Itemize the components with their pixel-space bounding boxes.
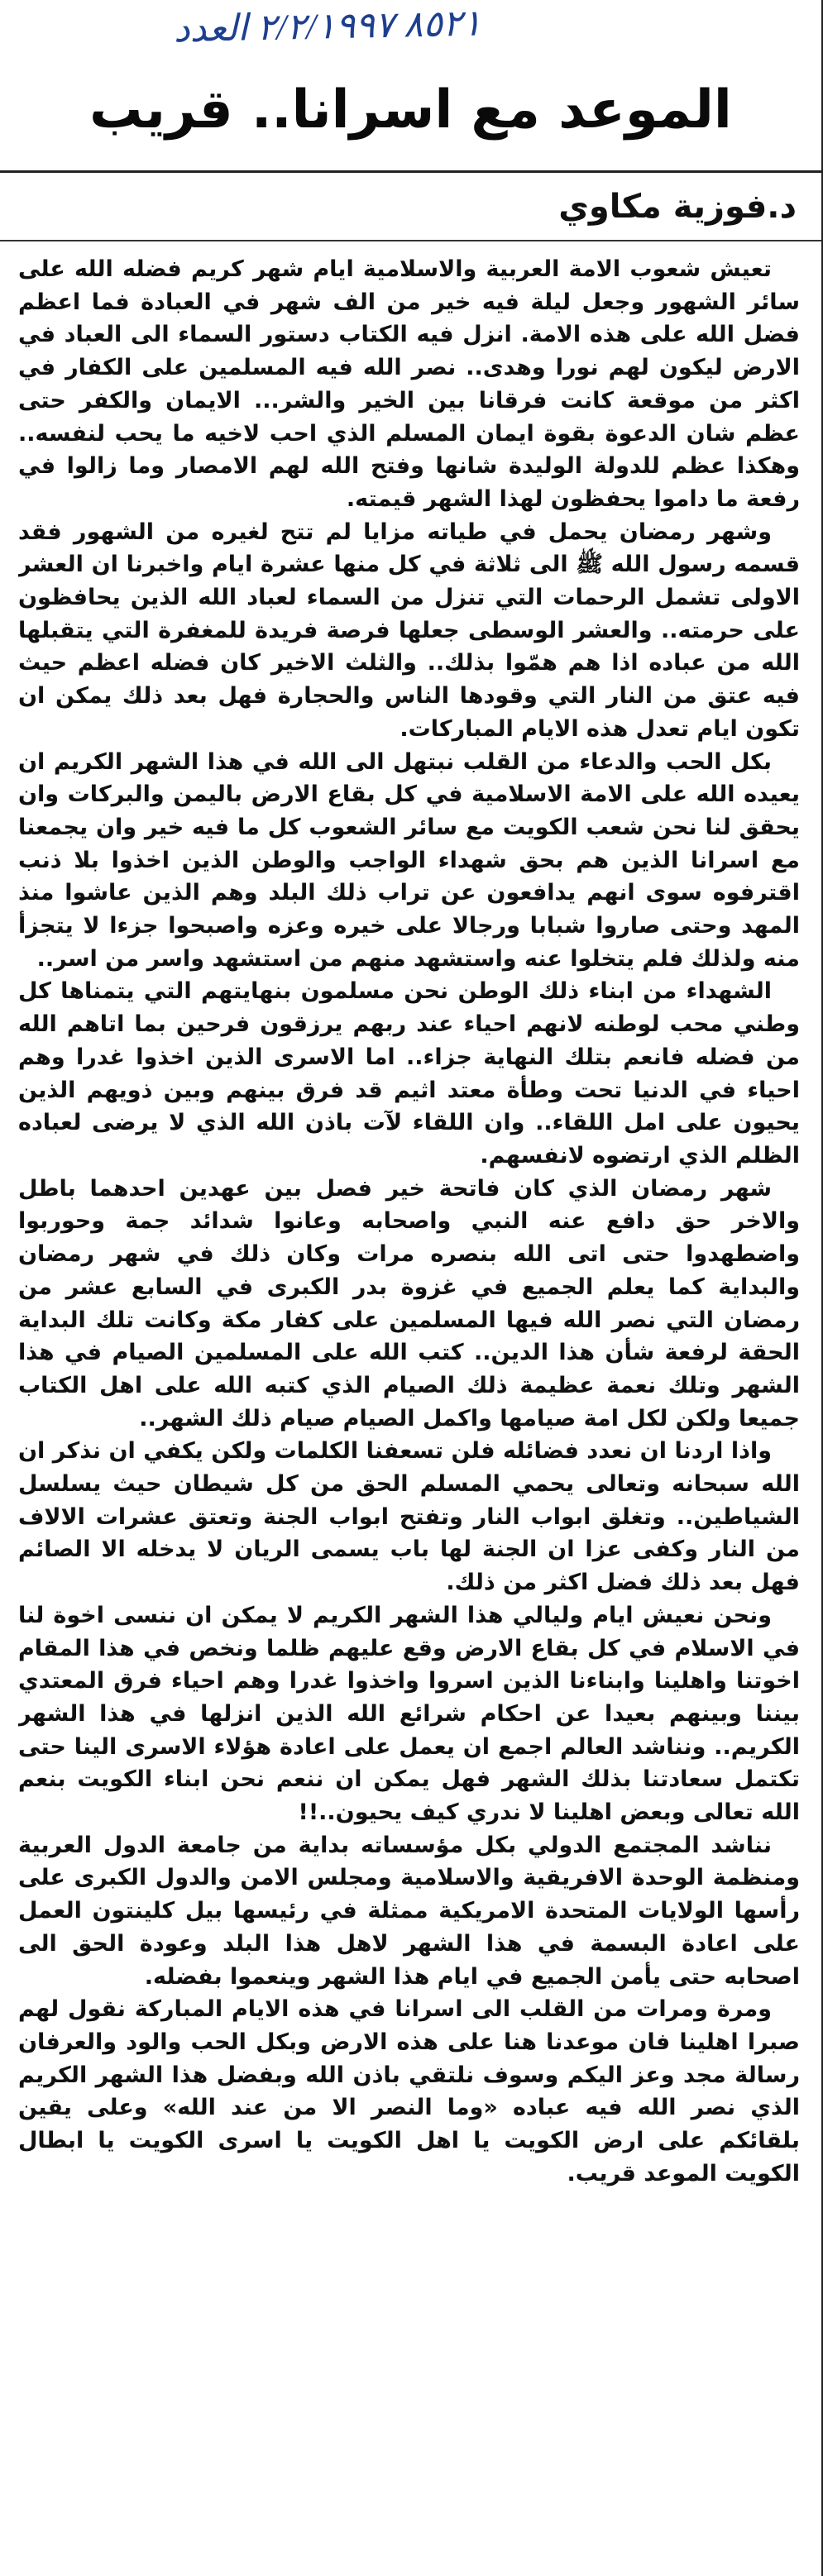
article-paragraph: بكل الحب والدعاء من القلب نبتهل الى الله في هذا الشهر الكريم ان يعيده الله على الامة الاسلامية في كل بقاع الارض باليمن والبركات وان يحقق لنا نحن شعب الكويت مع سائر الشعوب كل ما فيه خير وان يجمعنا مع اسرانا الذين هم بحق شهداء الواجب والوطن الذين اخذوا بلا ذنب اقترفوه سوى انهم يدافعون عن تراب ذلك البلد وهم الذين عاشوا منذ المهد وحتى صاروا شبابا ورجالا على خيره وعزه واصبحوا جزءا لا يتجزأ منه ولذلك فلم يتخلوا عنه واستشهد منهم من استشهد واسر من اسر.. (18, 748, 800, 972)
article-paragraph: شهر رمضان الذي كان فاتحة خير فصل بين عهدين احدهما باطل والاخر حق دافع عنه النبي واصحابه وعانوا شدائد جمة وحوربوا واضطهدوا حتى اتى الله بنصره مرات وكان ذلك في شهر رمضان والبداية كما يعلم الجميع في غزوة بدر الكبرى في السابع عشر من رمضان التي نصر الله فيها المسلمين على كفار مكة وكانت تلك البداية الحقة لرفعة شأن هذا الدين.. كتب الله على المسلمين الصيام في هذا الشهر وتلك نعمة عظيمة ذلك الصيام الذي كتبه الله على اهل الكتاب جميعا ولكن لكل امة صيامها واكمل الصيام صيام ذلك الشهر.. (18, 1175, 800, 1431)
article-paragraph: واذا اردنا ان نعدد فضائله فلن تسعفنا الكلمات ولكن يكفي ان نذكر ان الله سبحانه وتعالى يحمي المسلم الحق من كل شيطان حيث يسلسل الشياطين.. وتغلق ابواب النار وتفتح ابواب الجنة وتعتق عشرات الالاف من النار وكفى عزا ان الجنة لها باب يسمى الريان لا يدخله الا الصائم فهل بعد ذلك فضل اكثر من ذلك. (18, 1438, 800, 1596)
headline-divider (0, 170, 821, 173)
author-byline: د.فوزية مكاوي (558, 188, 797, 226)
article-paragraph: وشهر رمضان يحمل في طياته مزايا لم تتح لغيره من الشهور فقد قسمه رسول الله ﷺ الى ثلاثة في كل منها عشرة ايام واخبرنا ان العشر الاولى تشمل الرحمات التي تنزل من السماء لعباد الله الذين يحافظون على حرمته.. والعشر الوسطى جعلها فرصة فريدة للمغفرة التي يتقبلها الله من عباده اذا هم همّوا بذلك.. والثلث الاخير كان فضله اعظم حيث فيه عتق من النار التي وقودها الناس والحجارة فهل بعد ذلك يمكن ان تكون ايام تعدل هذه الايام المباركات. (18, 519, 800, 742)
article-body (18, 253, 800, 2559)
article-paragraph: ونحن نعيش ايام وليالي هذا الشهر الكريم لا يمكن ان ننسى اخوة لنا في الاسلام في كل بقاع الارض وقع عليهم ظلما ونخص في هذا المقام اخوتنا واهلينا وابناءنا الذين اسروا واخذوا غدرا وهم احياء فرق المعتدي بيننا وبينهم بعيدا عن احكام شرائع الله الذين انزلها في هذا الشهر الكريم.. ونناشد العالم اجمع ان يعمل على اعادة هؤلاء الاسرى الينا حتى تكتمل سعادتنا بذلك الشهر فهل يمكن ان ننعم نحن ابناء الكويت بنعم الله تعالى وبعض اهلينا لا ندري كيف يحيون..!! (18, 1602, 800, 1826)
article-paragraph: تعيش شعوب الامة العربية والاسلامية ايام شهر كريم فضله الله على سائر الشهور وجعل ليلة فيه خير من الف شهر في العبادة فما اعظم فضل الله على هذه الامة. انزل فيه الكتاب دستور السماء الى العباد في الارض ليكون لهم نورا وهدى.. نصر الله فيه المسلمين على الكفار في اكثر من موقعة كانت فرقانا بين الخير والشر... الايمان والكفر حتى عظم شان الدعوة بقوة ايمان المسلم الذي احب لاخيه ما يحب لنفسه.. وهكذا عظم للدولة الوليدة شانها وفتح الله لهم الامصار وما زالوا في رفعة ما داموا يحفظون لهذا الشهر قيمته. (18, 256, 800, 512)
byline-divider (0, 240, 821, 241)
article-paragraph: نناشد المجتمع الدولي بكل مؤسساته بداية من جامعة الدول العربية ومنظمة الوحدة الافريقية والاسلامية ومجلس الامن والدول الكبرى على رأسها الولايات المتحدة الامريكية ممثلة في رئيسها بيل كلينتون العمل على اعادة البسمة في هذا الشهر لاهل هذا البلد وعودة الحق الى اصحابه حتى يأمن الجميع في ايام هذا الشهر وينعموا بفضله. (18, 1832, 800, 1990)
article-paragraph: الشهداء من ابناء ذلك الوطن نحن مسلمون بنهايتهم التي يتمناها كل وطني محب لوطنه لانهم احياء عند ربهم يرزقون فرحين بما اتاهم الله من فضله فانعم بتلك النهاية جزاء.. اما الاسرى الذين اخذوا غدرا وهم احياء في الدنيا تحت وطأة معتد اثيم قد فرق بينهم وبين ذويهم الذين يحيون على امل اللقاء.. وان اللقاء لآت باذن الله الذي لا يرضى لعباده الظلم الذي ارتضوه لانفسهم. (18, 978, 800, 1169)
article-headline: الموعد مع اسرانا.. قريب (89, 79, 732, 141)
article-paragraph: ومرة ومرات من القلب الى اسرانا في هذه الايام المباركة نقول لهم صبرا اهلينا فان موعدنا هنا على هذه الارض وبكل الحب والود والعرفان رسالة مجد وعز اليكم وسوف نلتقي باذن الله وبفضل هذا الشهر الكريم الذي نصر الله فيه عباده «وما النصر الا من عند الله» وعلى يقين بلقائكم على ارض الكويت يا اهل الكويت يا اسرى الكويت يا ابطال الكويت الموعد قريب. (18, 1996, 800, 2186)
handwritten-date-annotation: ٨٥٢١ ٢/٢/١٩٩٧ العدد (173, 2, 482, 50)
